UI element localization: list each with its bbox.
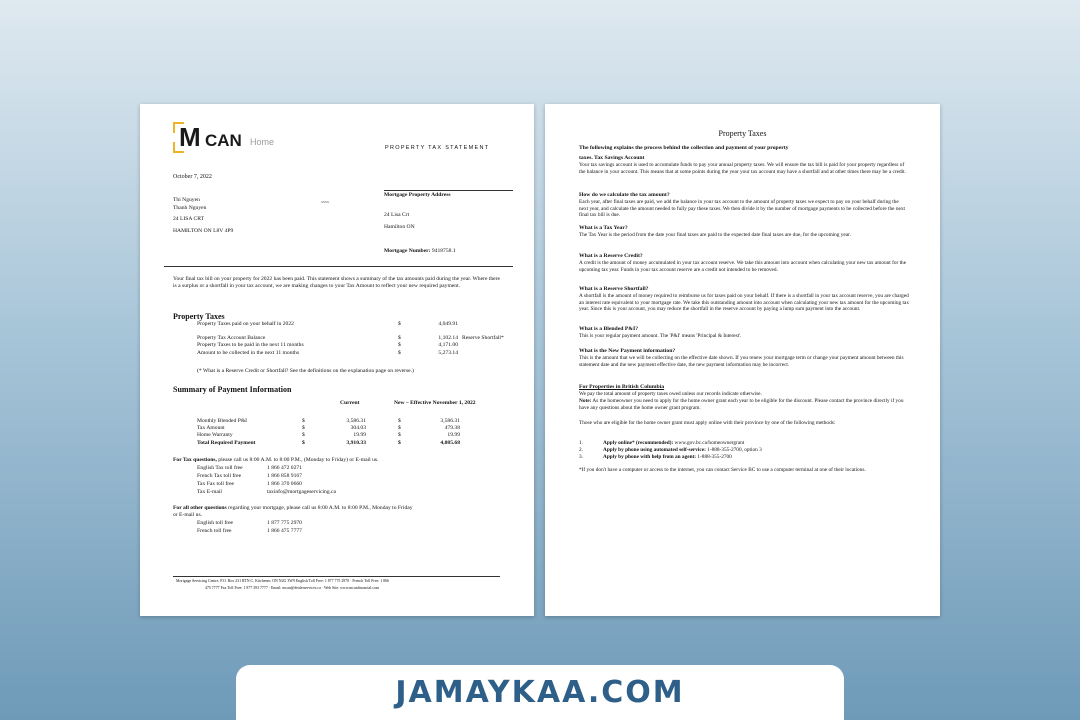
bc-note-text: As the homeowner you need to apply for the home owner grant each year to be eligible for the discount. Please contact the province directly if you have any questions about the home owner grant program. [579,398,904,411]
list-item-text: 1-888-355-2700, option 3 [705,447,762,453]
list-item [603,454,732,461]
intro-text: Your final tax bill on your property for 2022 has been paid. This statement shows a summary of the tax amounts paid during the year. Where there is a surplus or a shortfall in your tax account, we are making changes to your Tax Amount to reflect your new required payment. [173,276,501,289]
list-item-lead: Apply by phone with help from an agent: [603,454,697,460]
explanation-title: Property Taxes [718,129,767,138]
section-text: Each year, after final taxes are paid, we add the balance in your tax account to the amount of property taxes we expect to pay on your behalf during the next year, and calculate the amount needed to fully pay these taxes. We then divide it by the number of mortgage payments to be collected before the next final tax bill is due. [579,199,905,219]
list-item-text: 1-888-355-2700 [696,454,732,460]
list-number: 2. [579,447,583,453]
row-note: Reserve Shortfall* [462,335,504,341]
property-address-1: 24 Lisa Crt [384,212,410,218]
summary-row-label: Home Warranty [197,432,233,438]
summary-new-value: 479.38 [444,425,460,431]
list-item-text: www.gov.bc.ca/homeownergrant [673,440,745,446]
row-currency: $ [398,342,401,348]
summary-total-new: 4,085.68 [440,440,460,446]
other-questions-text: regarding your mortgage, please call us 8:00 A.M. to 8:00 P.M., Monday to Friday [226,505,413,511]
mortgage-number [384,248,456,255]
divider [384,190,513,191]
summary-currency: $ [398,432,401,438]
section-text: This is your regular payment amount. The 'P&I' means 'Principal & Interest'. [579,333,742,339]
tax-questions-text: please call us 8:00 A.M. to 8:00 P.M., (Monday to Friday) or E-mail us. [216,457,379,463]
contact-label: Tax E-mail [197,489,222,495]
summary-currency: $ [302,440,305,446]
summary-new-value: 3,586.31 [440,418,460,424]
logo-sub: Home [250,137,275,147]
property-taxes-title: Property Taxes [173,312,225,321]
statement-date: October 7, 2022 [173,174,212,180]
contact-value: 1 866 370 0660 [267,481,302,487]
section-heading: What is a Blended P&I? [579,326,639,332]
divider [173,576,500,577]
row-label: Property Taxes to be paid in the next 11 months [197,342,304,348]
section-text: This is the amount that we will be collecting on the effective date shown. If you renew your mortgage term or change your payment amount between this statement date and the new payment effective date, the new payment information may be incorrect. [579,355,904,368]
mortgage-number-value: 9418758.1 [431,248,456,254]
other-questions-lead: For all other questions [173,505,227,511]
address-mark: xxxx [321,199,329,204]
contact-value: 1 866 475 7777 [267,528,302,534]
statement-page [140,104,534,616]
list-item-lead: Apply online* (recommended): [603,440,674,446]
statement-title: PROPERTY TAX STATEMENT [385,145,490,151]
mailing-address-2: HAMILTON ON L8V 4P9 [173,228,234,234]
watermark-banner [236,665,844,720]
bc-paragraph-1: We pay the total amount of property taxes owed unless our records indicate otherwise. [579,391,762,397]
section-heading: What is a Reserve Credit? [579,253,643,259]
col-current: Current [340,400,360,406]
section-heading: How do we calculate the tax amount? [579,192,670,198]
property-address-2: Hamilton ON [384,224,415,230]
contact-label: Tax Fax toll free [197,481,235,487]
list-number: 1. [579,440,583,446]
other-questions-text2: or E-mail us. [173,512,203,518]
mcan-logo [173,122,283,156]
contact-value: 1 877 775 2970 [267,520,302,526]
summary-current-value: 19.99 [353,432,366,438]
summary-currency: $ [398,425,401,431]
mortgage-address-label: Mortgage Property Address [384,192,451,198]
bc-paragraph-2 [579,398,909,411]
section-text: The Tax Year is the period from the date your final taxes are paid to the expected date final taxes are due, for the upcoming year. [579,232,851,238]
explanation-intro: The following explains the process behind the collection and payment of your property [579,145,789,151]
bc-note-lead: Note: [579,398,592,404]
section-heading: What is a Reserve Shortfall? [579,286,649,292]
section-text: A credit is the amount of money accumulated in your tax account reserve. We take this amount into account when calculating your new tax amount for the upcoming tax year. Funds in your tax account reserve are a credit not intended to be removed. [579,260,907,273]
contact-value: taxinfo@mortgageservicing.ca [267,489,336,495]
row-currency: $ [398,321,401,327]
borrower-name-2: Thanh Nguyen [173,205,207,211]
contact-label: English toll free [197,520,234,526]
row-currency: $ [398,335,401,341]
contact-label: French toll free [197,528,232,534]
summary-currency: $ [302,418,305,424]
tax-questions [173,457,378,464]
summary-total-label: Total Required Payment [197,440,256,446]
row-currency: $ [398,350,401,356]
row-value: 4,049.91 [438,321,458,327]
bc-heading: For Properties in British Columbia [579,384,665,390]
section-heading: What is a Tax Year? [579,225,628,231]
row-label: Property Taxes paid on your behalf in 2022 [197,321,294,327]
mailing-address-1: 24 LISA CRT [173,216,205,222]
footer-line-2: 475 7777 Fax Toll Free: 1 877 393 7777 · Email: mcan@dealerservices.ca · Web Site: www.mcanfinancial.com [205,586,379,590]
explanation-page [545,104,940,616]
summary-currency: $ [398,440,401,446]
summary-row-label: Monthly Blended P&I [197,418,248,424]
section-text: Your tax savings account is used to accumulate funds to pay your annual property taxes. We will ensure the tax bill is paid for your property regardless of the balance in your account. This means that at some points during the year your tax account may have a shortfall and at other times there may be a credit. [579,162,906,175]
mortgage-number-label: Mortgage Number: [384,248,431,254]
footer-line-1: Mortgage Servicing Centre, P.O. Box 231 RTN C, Kitchener, ON N2G 3W9 English Toll Free: 1 877 775 2970 · French Toll Free: 1 866 [176,579,389,583]
row-value: 4,171.00 [438,342,458,348]
row-value: 1,102.14 [438,335,458,341]
logo-word: CAN [205,131,242,150]
other-questions [173,505,413,512]
contact-label: English Tax toll free [197,465,243,471]
watermark-text: JAMAYKAA.COM [395,675,685,710]
borrower-name-1: Thi Nguyen [173,197,200,203]
property-taxes-footnote: (* What is a Reserve Credit or Shortfall? See the definitions on the explanation page on reverse.) [197,368,414,374]
summary-title: Summary of Payment Information [173,385,292,394]
list-item-lead: Apply by phone using automated self-service: [603,447,706,453]
section-text: A shortfall is the amount of money required to reimburse us for taxes paid on your behalf. If there is a shortfall in your tax account reserve, you are charged an interest rate equivalent to your mortgage rate. We take this outstanding amount into account when calculating your new tax amount for the upcoming tax year. Since this is your account, you may reduce the shortfall in the reserve account by paying a lump sum payment into the account. [579,293,909,313]
tax-questions-lead: For Tax questions, [173,457,217,463]
bc-paragraph-3: Those who are eligible for the home owner grant must apply online with their province by one of the following methods: [579,420,836,426]
row-value: 5,273.14 [438,350,458,356]
logo-mark: M [179,122,201,152]
row-label: Property Tax Account Balance [197,335,266,341]
summary-currency: $ [302,432,305,438]
summary-current-value: 304.03 [350,425,366,431]
contact-value: 1 866 858 9167 [267,473,302,479]
col-new: New – Effective November 1, 2022 [394,400,476,406]
summary-total-current: 3,910.33 [346,440,366,446]
summary-current-value: 3,586.31 [346,418,366,424]
list-item [603,440,744,447]
list-item [603,447,762,454]
contact-value: 1 866 472 0271 [267,465,302,471]
summary-currency: $ [398,418,401,424]
bc-footnote: *If you don't have a computer or access to the internet, you can contact Service BC to use a computer terminal at one of their locations. [579,467,866,473]
row-label: Amount to be collected in the next 11 months [197,350,300,356]
summary-new-value: 19.99 [447,432,460,438]
section-heading: taxes. Tax Savings Account [579,155,645,161]
summary-currency: $ [302,425,305,431]
contact-label: French Tax toll free [197,473,242,479]
section-heading: What is the New Payment information? [579,348,676,354]
summary-row-label: Tax Amount [197,425,225,431]
list-number: 3. [579,454,583,460]
divider [164,266,513,267]
